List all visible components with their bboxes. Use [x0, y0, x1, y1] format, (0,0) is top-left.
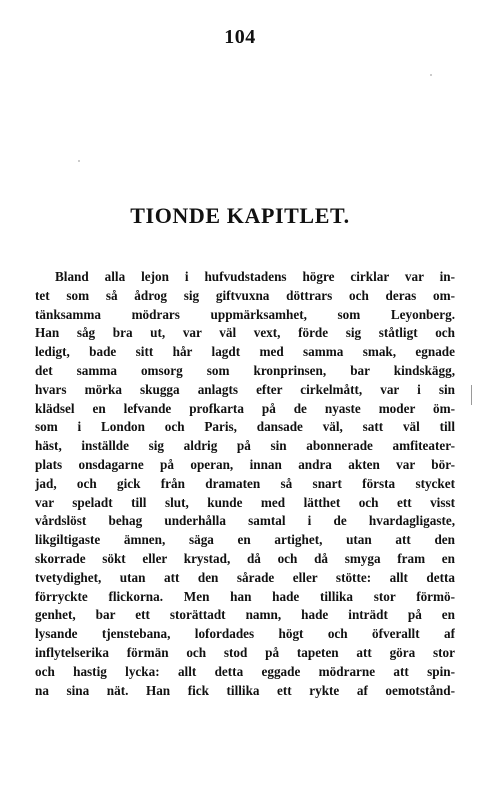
chapter-title: TIONDE KAPITLET. [130, 203, 350, 228]
text-line: Han såg bra ut, var väl vext, förde sig ståtligt och [35, 325, 455, 341]
text-line: hvars mörka skugga anlagts efter cirkelmått, var i sin [35, 381, 455, 397]
text-line: na sina nät. Han fick tillika ett rykte af oemotstånd- [35, 682, 455, 698]
text-line: klädsel en lefvande profkarta på de nyaste moder öm- [35, 400, 455, 416]
text-line: plats onsdagarne på operan, innan andra akten var bör- [35, 456, 455, 472]
text-line: och hastig lycka: allt detta eggade mödrarne att spin- [35, 663, 455, 679]
body-text [35, 268, 455, 700]
text-line: Bland alla lejon i hufvudstadens högre cirklar var in- [55, 269, 455, 284]
paper-speck [430, 74, 432, 76]
text-line: genhet, bar ett storättadt namn, hade inträdt på en [35, 607, 455, 623]
text-line: vårdslöst behag underhålla samtal i de hvardagligaste, [35, 513, 455, 529]
text-line: lysande tjenstebana, lofordades högt och öfverallt af [35, 626, 455, 642]
text-line: jad, och gick från dramaten så snart första stycket [35, 475, 455, 491]
text-line: förryckte flickorna. Men han hade tillika stor förmö- [35, 588, 455, 604]
text-line: tvetydighet, utan att den sårade eller stötte: allt detta [35, 569, 455, 585]
paper-speck [78, 160, 80, 162]
text-line: var speladt till slut, kunde med lätthet och ett visst [35, 494, 455, 510]
text-line: likgiltigaste ämnen, säga en artighet, utan att den [35, 532, 455, 548]
text-line: häst, inställde sig aldrig på sin abonnerade amfiteater- [35, 438, 455, 454]
text-line: ledigt, bade sitt hår lagdt med samma smak, egnade [35, 344, 455, 360]
text-line: det samma omsorg som kronprinsen, bar kindskägg, [35, 362, 455, 378]
text-line: tet som så ådrog sig giftvuxna döttrars och deras om- [35, 287, 455, 303]
page-number: 104 [224, 26, 256, 48]
text-line: inflytelserika förmän och stod på tapeten att göra stor [35, 644, 455, 660]
margin-mark [471, 385, 472, 405]
text-line: skorrade sökt eller krystad, då och då smyga fram en [35, 550, 455, 566]
text-line: som i London och Paris, dansade väl, satt väl till [35, 419, 455, 435]
text-line: tänksamma mödrars uppmärksamhet, som Leyonberg. [35, 306, 455, 322]
